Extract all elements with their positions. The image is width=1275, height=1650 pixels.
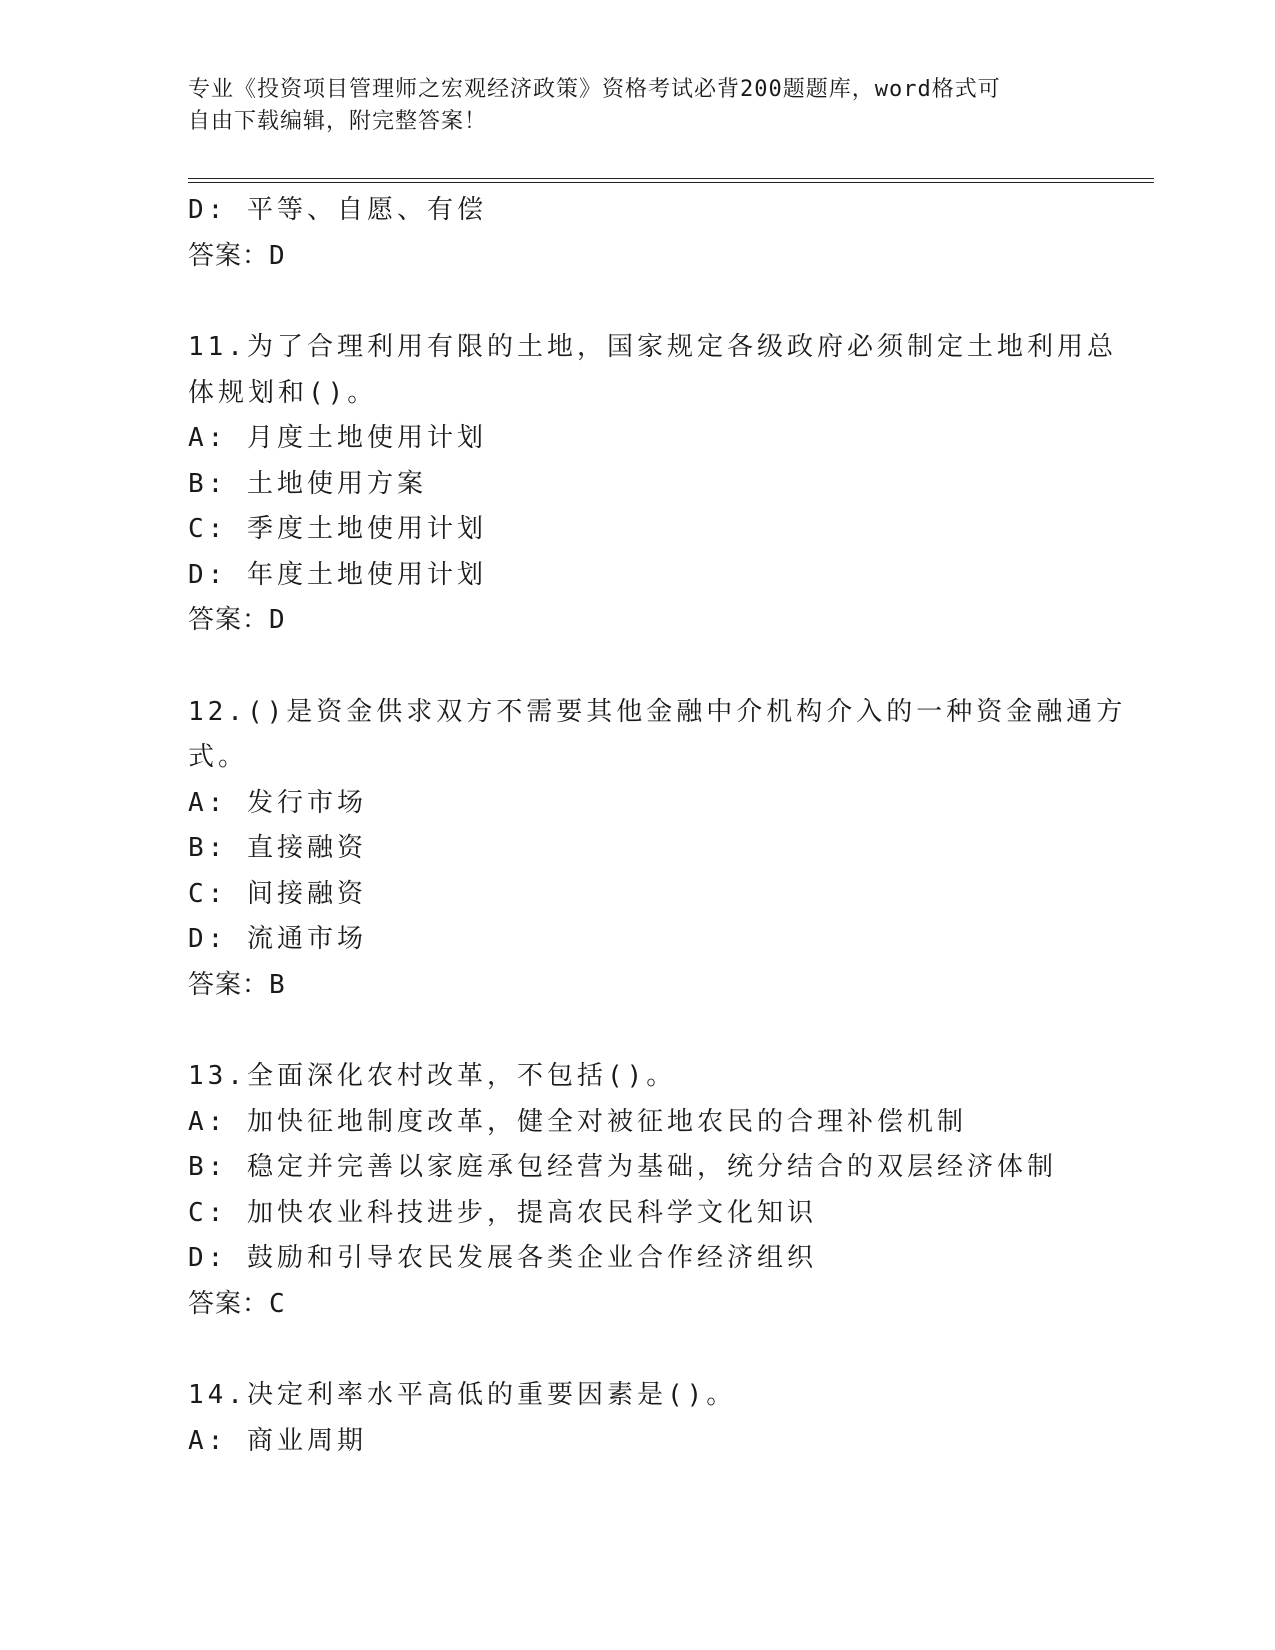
question-12 [188,690,1127,1009]
document-header [188,74,1088,138]
option-d: D: 年度土地使用计划 [188,559,487,590]
header-divider [188,178,1154,183]
answer: 答案：C [188,1288,286,1319]
option-c: C: 间接融资 [188,878,367,909]
question-text: 12.()是资金供求双方不需要其他金融中介机构介入的一种资金融通方 [188,696,1127,727]
answer: 答案：D [188,240,286,271]
option-d: D: 鼓励和引导农民发展各类企业合作经济组织 [188,1243,817,1273]
option-d: D: 平等、自愿、有偿 [188,195,487,225]
option-a: A: 加快征地制度改革，健全对被征地农民的合理补偿机制 [188,1106,967,1137]
spacer [188,1008,1088,1054]
answer: 答案：D [188,605,286,635]
document-body [188,188,1127,1464]
option-a: A: 月度土地使用计划 [188,423,487,453]
question-13 [188,1054,1088,1327]
question-text: 13.全面深化农村改革，不包括()。 [188,1061,677,1091]
option-a: A: 商业周期 [188,1425,367,1456]
question-text: 11.为了合理利用有限的土地，国家规定各级政府必须制定土地利用总 [188,332,1117,362]
header-title-line-1: 专业《投资项目管理师之宏观经济政策》资格考试必背200题题库，word格式可 [188,77,1001,102]
question-text-continued: 体规划和()。 [188,377,378,408]
spacer [188,1327,1088,1373]
question-text: 14.决定利率水平高低的重要因素是()。 [188,1380,737,1410]
option-c: C: 加快农业科技进步，提高农民科学文化知识 [188,1197,817,1228]
question-11 [188,325,1117,644]
spacer [188,279,1088,325]
question-10-tail [188,188,1088,279]
option-c: C: 季度土地使用计划 [188,514,487,544]
option-b: B: 土地使用方案 [188,468,427,499]
header-title-line-2: 自由下载编辑，附完整答案！ [188,109,488,134]
question-14 [188,1373,1088,1464]
question-text-continued: 式。 [188,742,249,772]
option-b: B: 直接融资 [188,833,367,863]
spacer [188,644,1088,690]
option-d: D: 流通市场 [188,924,367,954]
answer: 答案：B [188,969,286,1000]
option-a: A: 发行市场 [188,787,367,818]
option-b: B: 稳定并完善以家庭承包经营为基础，统分结合的双层经济体制 [188,1152,1057,1182]
